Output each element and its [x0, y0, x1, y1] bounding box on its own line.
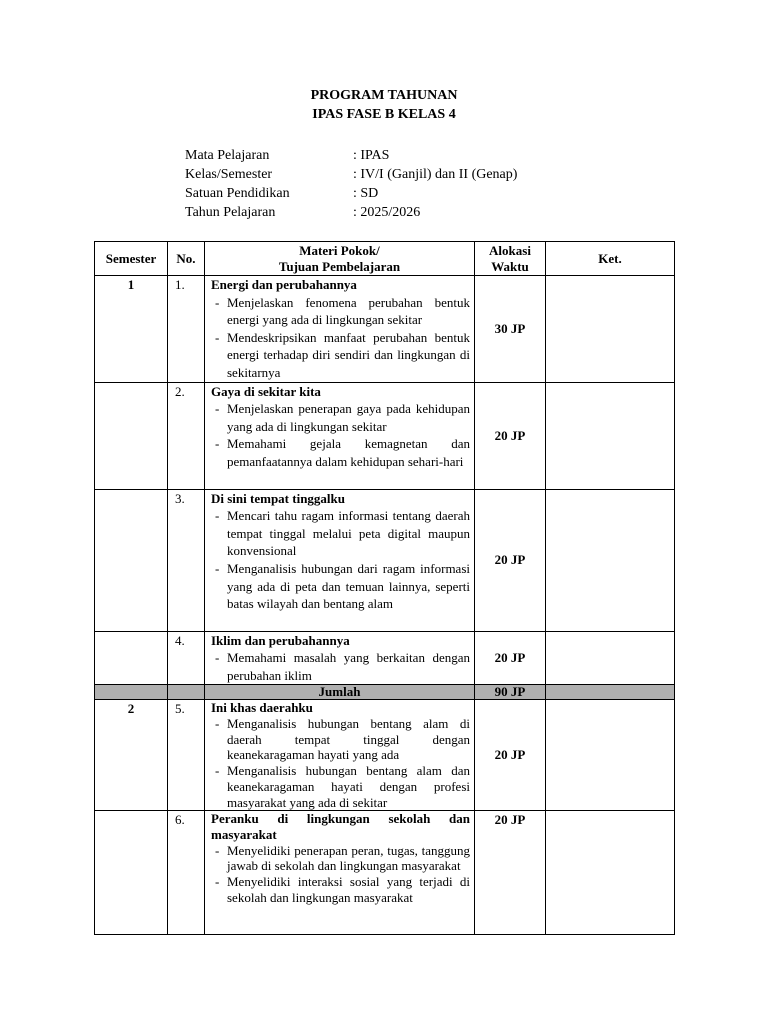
- objective-text: Memahami gejala kemagnetan dan pemanfaatannya dalam kehidupan sehari-hari: [227, 436, 470, 469]
- number-cell: 1.: [168, 276, 205, 383]
- total-row: [95, 685, 675, 700]
- alokasi-cell: 20 JP: [475, 382, 546, 489]
- ket-cell: [546, 700, 675, 811]
- topic-title: Di sini tempat tinggalku: [211, 490, 345, 506]
- number-cell: 3.: [168, 489, 205, 631]
- total-blank-semester: [95, 685, 168, 700]
- table-row: [95, 276, 675, 383]
- objective-list: [211, 507, 470, 613]
- objective-text: Menjelaskan fenomena perubahan bentuk energi yang ada di lingkungan sekitar: [227, 294, 470, 328]
- objective-text: Memahami masalah yang berkaitan dengan perubahan iklim: [227, 650, 470, 683]
- semester-cell: 1: [95, 276, 168, 383]
- alokasi-cell: 20 JP: [475, 489, 546, 631]
- document-subtitle: IPAS FASE B KELAS 4: [312, 107, 456, 122]
- objective-item: - Menganalisis hubungan bentang alam di daerah tempat tinggal dengan keanekaragaman hayati yang ada: [215, 716, 470, 763]
- info-value: : IV/I (Ganjil) dan II (Genap): [353, 167, 518, 182]
- header-materi: [205, 242, 475, 276]
- objective-text: Menganalisis hubungan dari ragam informasi yang ada di peta dan temuan lainnya, seperti batas wilayah dan bentang alam: [227, 560, 470, 612]
- total-value: 90 JP: [475, 685, 546, 700]
- number-cell: 2.: [168, 382, 205, 489]
- header-alokasi-line2: Waktu: [491, 258, 529, 274]
- objective-item: - Memahami masalah yang berkaitan dengan perubahan iklim: [215, 650, 470, 683]
- objective-text: Menyelidiki penerapan peran, tugas, tanggung jawab di sekolah dan lingkungan masyarakat: [227, 842, 470, 874]
- table-row: [95, 382, 675, 489]
- materi-cell: [205, 382, 475, 489]
- objective-list: [211, 716, 470, 810]
- info-label: Satuan Pendidikan: [185, 186, 290, 201]
- header-materi-line2: Tujuan Pembelajaran: [278, 258, 401, 274]
- topic-title: Ini khas daerahku: [211, 700, 313, 716]
- objective-list: [211, 843, 470, 906]
- objective-list: [211, 649, 470, 684]
- info-value: : 2025/2026: [353, 205, 421, 220]
- program-table: [94, 241, 675, 935]
- materi-cell: [205, 631, 475, 685]
- info-label: Mata Pelajaran: [185, 148, 270, 163]
- materi-cell: [205, 489, 475, 631]
- objective-item: - Menjelaskan penerapan gaya pada kehidupan yang ada di lingkungan sekitar: [215, 401, 470, 434]
- ket-cell: [546, 489, 675, 631]
- info-value: : IPAS: [353, 148, 390, 163]
- total-label: Jumlah: [205, 685, 475, 700]
- document-title: PROGRAM TAHUNAN: [310, 88, 458, 103]
- total-blank-no: [168, 685, 205, 700]
- alokasi-cell: 20 JP: [475, 811, 546, 935]
- total-blank-ket: [546, 685, 675, 700]
- semester-cell: [95, 631, 168, 685]
- alokasi-cell: 30 JP: [475, 276, 546, 383]
- objective-text: Menjelaskan penerapan gaya pada kehidupan yang ada di lingkungan sekitar: [227, 401, 470, 434]
- info-label: Tahun Pelajaran: [185, 205, 276, 220]
- objective-text: Menganalisis hubungan bentang alam di daerah tempat tinggal dengan keanekaragaman hayati yang ada: [227, 716, 470, 763]
- ket-cell: [546, 276, 675, 383]
- alokasi-cell: 20 JP: [475, 631, 546, 685]
- header-semester: Semester: [95, 242, 168, 276]
- objective-item: - Mendeskripsikan manfaat perubahan bentuk energi terhadap diri sendiri dan lingkungan di sekitarnya: [215, 329, 470, 380]
- materi-cell: [205, 811, 475, 935]
- objective-item: - Mencari tahu ragam informasi tentang daerah tempat tinggal melalui peta digital maupun konvensional: [215, 508, 470, 559]
- header-materi-line1: Materi Pokok/: [299, 242, 380, 258]
- topic-title: Energi dan perubahannya: [211, 277, 357, 292]
- objective-text: Menyelidiki interaksi sosial yang terjadi di sekolah dan lingkungan masyarakat: [227, 874, 470, 905]
- objective-text: Mendeskripsikan manfaat perubahan bentuk energi terhadap diri sendiri dan lingkungan di sekitarnya: [227, 329, 470, 380]
- header-alokasi: [475, 242, 546, 276]
- info-label: Kelas/Semester: [185, 167, 273, 182]
- semester-cell: [95, 489, 168, 631]
- objective-text: Menganalisis hubungan bentang alam dan keanekaragaman hayati dengan profesi masyarakat yang ada di sekitar: [227, 763, 470, 810]
- ket-cell: [546, 811, 675, 935]
- number-cell: 4.: [168, 631, 205, 685]
- objective-list: [211, 400, 470, 470]
- table-header-row: [95, 242, 675, 276]
- objective-item: - Memahami gejala kemagnetan dan pemanfaatannya dalam kehidupan sehari-hari: [215, 436, 470, 469]
- topic-title: Iklim dan perubahannya: [211, 632, 350, 648]
- table-row: [95, 489, 675, 631]
- topic-title: Peranku di lingkungan sekolah dan masyarakat: [211, 811, 470, 842]
- objective-text: Mencari tahu ragam informasi tentang daerah tempat tinggal melalui peta digital maupun konvensional: [227, 508, 470, 559]
- topic-title: Gaya di sekitar kita: [211, 383, 321, 399]
- semester-cell: 2: [95, 700, 168, 811]
- objective-item: - Menjelaskan fenomena perubahan bentuk energi yang ada di lingkungan sekitar: [215, 294, 470, 328]
- objective-list: [211, 294, 470, 382]
- info-value: : SD: [353, 186, 379, 201]
- table-row: [95, 631, 675, 685]
- alokasi-cell: 20 JP: [475, 700, 546, 811]
- number-cell: 6.: [168, 811, 205, 935]
- materi-cell: [205, 700, 475, 811]
- ket-cell: [546, 631, 675, 685]
- semester-cell: [95, 811, 168, 935]
- objective-item: - Menyelidiki penerapan peran, tugas, tanggung jawab di sekolah dan lingkungan masyarakat: [215, 842, 470, 874]
- table-row: [95, 811, 675, 935]
- objective-item: - Menganalisis hubungan dari ragam informasi yang ada di peta dan temuan lainnya, seperti batas wilayah dan bentang alam: [215, 560, 470, 612]
- objective-item: - Menyelidiki interaksi sosial yang terjadi di sekolah dan lingkungan masyarakat: [215, 874, 470, 905]
- header-ket: Ket.: [546, 242, 675, 276]
- header-no: No.: [168, 242, 205, 276]
- number-cell: 5.: [168, 700, 205, 811]
- header-alokasi-line1: Alokasi: [489, 242, 531, 258]
- table-row: [95, 700, 675, 811]
- materi-cell: [205, 276, 475, 383]
- semester-cell: [95, 382, 168, 489]
- objective-item: - Menganalisis hubungan bentang alam dan keanekaragaman hayati dengan profesi masyarakat yang ada di sekitar: [215, 763, 470, 810]
- ket-cell: [546, 382, 675, 489]
